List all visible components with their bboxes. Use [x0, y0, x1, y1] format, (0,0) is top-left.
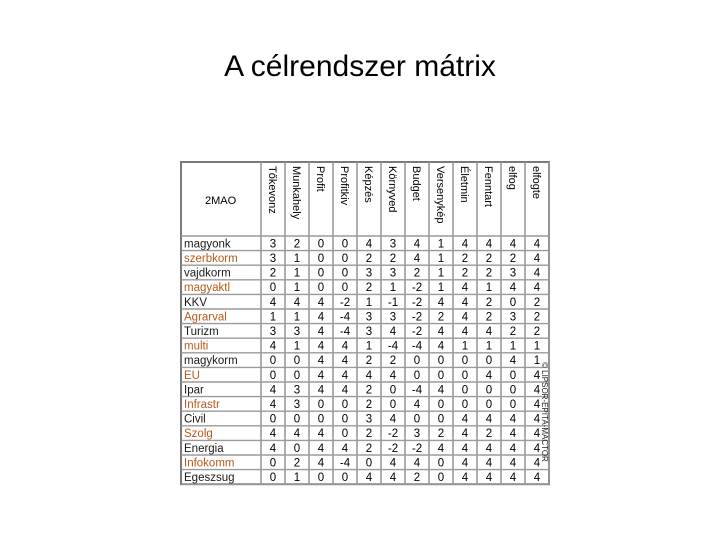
matrix-cell: 4 — [533, 369, 541, 382]
matrix-cell: 0 — [461, 399, 469, 411]
row-label: magyonk — [184, 238, 231, 251]
matrix-cell: 4 — [437, 442, 445, 455]
matrix-cell: 4 — [317, 326, 325, 338]
matrix-cell: 2 — [365, 384, 373, 397]
matrix-cell: 0 — [413, 369, 421, 382]
matrix-cell: 4 — [317, 311, 325, 324]
matrix-cell: 2 — [293, 238, 301, 251]
matrix-cell: 3 — [293, 384, 301, 397]
matrix-cell: 3 — [269, 238, 277, 251]
matrix-cell: 4 — [437, 296, 445, 309]
matrix-cell: 4 — [317, 340, 325, 353]
matrix-cell: 2 — [413, 267, 421, 280]
matrix-cell: 4 — [533, 428, 541, 441]
matrix-cell: 1 — [485, 282, 493, 295]
matrix-cell: 4 — [533, 238, 541, 251]
matrix-cell: 2 — [269, 267, 277, 280]
matrix-cell: 4 — [461, 282, 469, 295]
matrix-cell: 4 — [509, 238, 517, 251]
matrix-cell: 4 — [413, 253, 421, 265]
matrix-cell: 0 — [485, 355, 493, 368]
matrix-cell: 0 — [485, 384, 493, 397]
matrix-cell: -2 — [387, 428, 399, 441]
matrix-cell: 4 — [533, 282, 541, 295]
matrix-cell: 3 — [293, 399, 301, 411]
matrix-cell: 2 — [389, 253, 397, 265]
matrix-cell: 4 — [509, 282, 517, 295]
row-label: Ipar — [184, 384, 204, 397]
matrix-cell: 4 — [533, 253, 541, 265]
matrix-cell: 0 — [509, 399, 517, 411]
matrix-cell: 3 — [365, 413, 373, 426]
matrix-cell: 4 — [437, 326, 445, 338]
matrix-cell: 1 — [389, 282, 397, 295]
matrix-cell: 2 — [437, 428, 445, 441]
row-label: magykorm — [184, 355, 238, 368]
matrix-cell: 0 — [341, 413, 349, 426]
matrix-cell: 2 — [293, 457, 301, 470]
matrix-cell: 4 — [533, 267, 541, 280]
column-header: Versenykép — [434, 166, 446, 224]
matrix-cell: 2 — [485, 253, 493, 265]
matrix-cell: 3 — [389, 311, 397, 324]
matrix-cell: 2 — [365, 399, 373, 411]
matrix-cell: 2 — [389, 355, 397, 368]
matrix-cell: 4 — [269, 428, 277, 441]
matrix-cell: 4 — [389, 457, 397, 470]
matrix-cell: -4 — [339, 311, 351, 324]
matrix-cell: 0 — [437, 399, 445, 411]
matrix-cell: 0 — [437, 472, 445, 484]
matrix-cell: 1 — [293, 267, 301, 280]
slide-title: A célrendszer mátrix — [224, 50, 496, 83]
matrix-cell: 4 — [413, 457, 421, 470]
matrix-cell: 4 — [461, 413, 469, 426]
column-header: Munkahely — [290, 166, 302, 220]
row-label: magyaktl — [184, 282, 231, 295]
matrix-cell: 2 — [461, 253, 469, 265]
matrix-cell: 0 — [509, 384, 517, 397]
column-header: Életmin — [458, 166, 470, 203]
matrix-cell: 1 — [293, 253, 301, 265]
matrix-cell: 2 — [365, 428, 373, 441]
matrix-cell: 0 — [317, 472, 325, 484]
matrix-cell: 4 — [437, 384, 445, 397]
matrix-cell: 0 — [437, 369, 445, 382]
row-label: szerbkorm — [184, 253, 238, 265]
row-label: Civil — [184, 413, 206, 426]
matrix-cell: 4 — [413, 399, 421, 411]
matrix-cell: 1 — [437, 282, 445, 295]
row-label: Szolg — [184, 428, 213, 441]
matrix-cell: 3 — [269, 253, 277, 265]
matrix-cell: 4 — [317, 355, 325, 368]
column-header: Fenntart — [482, 166, 494, 207]
matrix-cell: 0 — [461, 369, 469, 382]
row-label: Infrastr — [184, 399, 220, 411]
matrix-cell: 0 — [293, 442, 301, 455]
matrix-cell: 4 — [389, 472, 397, 484]
matrix-cell: -2 — [411, 282, 423, 295]
matrix-cell: -2 — [411, 296, 423, 309]
row-label: KKV — [184, 296, 208, 309]
matrix-cell: -2 — [387, 442, 399, 455]
matrix-cell: 0 — [413, 355, 421, 368]
matrix-cell: -2 — [411, 326, 423, 338]
matrix-cell: -2 — [339, 296, 351, 309]
matrix-cell: 4 — [317, 457, 325, 470]
matrix-cell: 0 — [341, 399, 349, 411]
matrix-cell: 0 — [317, 253, 325, 265]
matrix-cell: 4 — [293, 296, 301, 309]
row-label: Infokomm — [184, 457, 235, 470]
matrix-cell: 4 — [509, 413, 517, 426]
matrix-cell: 4 — [269, 296, 277, 309]
matrix-cell: 2 — [485, 296, 493, 309]
matrix-cell: 0 — [317, 282, 325, 295]
matrix-cell: 2 — [485, 428, 493, 441]
copyright-watermark — [538, 360, 552, 470]
matrix-cell: 0 — [461, 355, 469, 368]
matrix-cell: 4 — [413, 238, 421, 251]
matrix-cell: 4 — [533, 384, 541, 397]
column-header: Tőkevonz — [266, 166, 278, 214]
matrix-cell: 1 — [437, 267, 445, 280]
matrix-cell: 4 — [461, 326, 469, 338]
matrix-cell: 4 — [461, 428, 469, 441]
matrix-cell: 3 — [509, 311, 517, 324]
matrix-cell: 2 — [485, 267, 493, 280]
matrix-cell: 4 — [485, 369, 493, 382]
column-header: Képzés — [362, 166, 374, 203]
matrix-cell: 4 — [485, 472, 493, 484]
matrix-cell: 4 — [365, 369, 373, 382]
matrix-cell: 2 — [365, 355, 373, 368]
matrix-cell: 1 — [437, 238, 445, 251]
matrix-cell: 4 — [293, 428, 301, 441]
row-label: Turizm — [184, 326, 219, 338]
matrix-cell: 0 — [437, 457, 445, 470]
matrix-cell: -4 — [387, 340, 399, 353]
watermark-text: © LIPSOR-EPITA-MACTOR — [540, 362, 549, 462]
matrix-cell: 4 — [317, 442, 325, 455]
target-matrix-table — [178, 160, 540, 482]
matrix-cell: 4 — [509, 442, 517, 455]
matrix-cell: -4 — [411, 340, 423, 353]
matrix-cell: 4 — [485, 413, 493, 426]
matrix-cell: 0 — [269, 472, 277, 484]
matrix-cell: 2 — [485, 311, 493, 324]
matrix-cell: 0 — [317, 413, 325, 426]
matrix-cell: 3 — [413, 428, 421, 441]
column-header: Profitkiv — [338, 166, 350, 206]
matrix-cell: 4 — [365, 472, 373, 484]
matrix-cell: 3 — [365, 311, 373, 324]
row-label: multi — [184, 340, 209, 353]
matrix-cell: 0 — [485, 399, 493, 411]
matrix-cell: 4 — [485, 326, 493, 338]
matrix-cell: 4 — [485, 442, 493, 455]
matrix-cell: 2 — [461, 267, 469, 280]
matrix-cell: 4 — [485, 457, 493, 470]
matrix-cell: 3 — [389, 267, 397, 280]
matrix-cell: 2 — [365, 442, 373, 455]
matrix-cell: -4 — [339, 457, 351, 470]
matrix-cell: 4 — [437, 340, 445, 353]
matrix-cell: 4 — [485, 238, 493, 251]
row-label: Agrarval — [184, 311, 227, 324]
matrix-cell: 0 — [389, 384, 397, 397]
matrix-cell: 4 — [509, 457, 517, 470]
matrix-cell: 4 — [389, 326, 397, 338]
matrix-cell: -2 — [411, 311, 423, 324]
matrix-cell: 4 — [509, 355, 517, 368]
matrix-cell: 4 — [509, 472, 517, 484]
matrix-cell: 0 — [317, 399, 325, 411]
matrix-cell: 0 — [269, 369, 277, 382]
corner-label: 2MAO — [205, 195, 237, 207]
matrix-cell: 0 — [365, 457, 373, 470]
row-label: vajdkorm — [184, 267, 231, 280]
matrix-cell: 1 — [293, 340, 301, 353]
matrix-cell: 1 — [293, 282, 301, 295]
matrix-cell: 4 — [533, 399, 541, 411]
matrix-cell: 1 — [437, 253, 445, 265]
matrix-cell: 4 — [317, 369, 325, 382]
matrix-cell: 1 — [533, 340, 541, 353]
matrix-cell: 4 — [341, 369, 349, 382]
matrix-cell: 2 — [509, 253, 517, 265]
matrix-cell: 4 — [461, 457, 469, 470]
matrix-cell: 4 — [389, 369, 397, 382]
matrix-cell: -4 — [411, 384, 423, 397]
matrix-cell: 0 — [317, 238, 325, 251]
matrix-cell: 2 — [365, 282, 373, 295]
matrix-cell: 4 — [389, 413, 397, 426]
matrix-cell: 3 — [365, 267, 373, 280]
matrix-cell: 4 — [341, 384, 349, 397]
matrix-cell: 0 — [293, 355, 301, 368]
matrix-cell: 4 — [461, 238, 469, 251]
matrix-cell: 0 — [293, 369, 301, 382]
matrix-cell: 4 — [317, 428, 325, 441]
matrix-cell: 4 — [533, 472, 541, 484]
column-header: Budget — [410, 166, 422, 201]
matrix-cell: 1 — [293, 311, 301, 324]
column-header: elfog — [506, 166, 518, 190]
matrix-cell: 4 — [509, 428, 517, 441]
row-label: Energia — [184, 442, 224, 455]
column-header: Profit — [314, 166, 326, 192]
matrix-cell: 0 — [293, 413, 301, 426]
matrix-cell: 4 — [341, 442, 349, 455]
matrix-cell: 4 — [461, 296, 469, 309]
row-label: Egeszsug — [184, 472, 235, 484]
matrix-cell: 2 — [533, 311, 541, 324]
matrix-cell: 0 — [461, 384, 469, 397]
matrix-cell: -4 — [339, 326, 351, 338]
matrix-cell: 0 — [269, 282, 277, 295]
matrix-cell: 4 — [365, 238, 373, 251]
matrix-cell: 0 — [341, 267, 349, 280]
matrix-cell: 1 — [365, 296, 373, 309]
matrix-cell: 1 — [509, 340, 517, 353]
matrix-cell: 0 — [269, 413, 277, 426]
matrix-cell: 4 — [533, 442, 541, 455]
matrix-cell: 4 — [461, 311, 469, 324]
matrix-cell: 4 — [269, 442, 277, 455]
matrix-cell: 0 — [509, 296, 517, 309]
matrix-cell: 3 — [389, 238, 397, 251]
matrix-cell: 0 — [509, 369, 517, 382]
matrix-cell: 0 — [317, 267, 325, 280]
matrix-cell: 4 — [317, 384, 325, 397]
matrix-cell: 0 — [341, 238, 349, 251]
matrix-cell: 4 — [269, 384, 277, 397]
matrix-cell: 4 — [461, 442, 469, 455]
matrix-cell: 1 — [533, 355, 541, 368]
matrix-cell: 3 — [365, 326, 373, 338]
matrix-cell: 4 — [269, 340, 277, 353]
matrix-cell: 1 — [485, 340, 493, 353]
matrix-cell: 0 — [341, 282, 349, 295]
matrix-cell: 0 — [437, 355, 445, 368]
column-header: Környved — [386, 166, 398, 213]
matrix-cell: -1 — [387, 296, 399, 309]
matrix-cell: 3 — [269, 326, 277, 338]
matrix-cell: 0 — [269, 355, 277, 368]
matrix-cell: 4 — [533, 413, 541, 426]
column-header: elfogte — [530, 166, 542, 200]
matrix-cell: 2 — [509, 326, 517, 338]
matrix-cell: 0 — [413, 413, 421, 426]
matrix-cell: 0 — [341, 253, 349, 265]
matrix-cell: 4 — [341, 355, 349, 368]
matrix-cell: 3 — [293, 326, 301, 338]
matrix-cell: 2 — [533, 296, 541, 309]
matrix-cell: -2 — [411, 442, 423, 455]
matrix-cell: 4 — [533, 457, 541, 470]
matrix-cell: 2 — [437, 311, 445, 324]
matrix-cell: 1 — [269, 311, 277, 324]
matrix-cell: 2 — [413, 472, 421, 484]
matrix-cell: 0 — [341, 472, 349, 484]
matrix-cell: 0 — [269, 457, 277, 470]
matrix-cell: 1 — [293, 472, 301, 484]
matrix-cell: 3 — [509, 267, 517, 280]
matrix-cell: 1 — [365, 340, 373, 353]
matrix-cell: 1 — [461, 340, 469, 353]
matrix-cell: 4 — [461, 472, 469, 484]
matrix-cell: 4 — [269, 399, 277, 411]
matrix-cell: 0 — [341, 428, 349, 441]
matrix-cell: 0 — [389, 399, 397, 411]
matrix-cell: 0 — [437, 413, 445, 426]
matrix-cell: 4 — [341, 340, 349, 353]
matrix-cell: 2 — [365, 253, 373, 265]
matrix-cell: 2 — [533, 326, 541, 338]
row-label: EU — [184, 369, 200, 382]
matrix-cell: 4 — [317, 296, 325, 309]
